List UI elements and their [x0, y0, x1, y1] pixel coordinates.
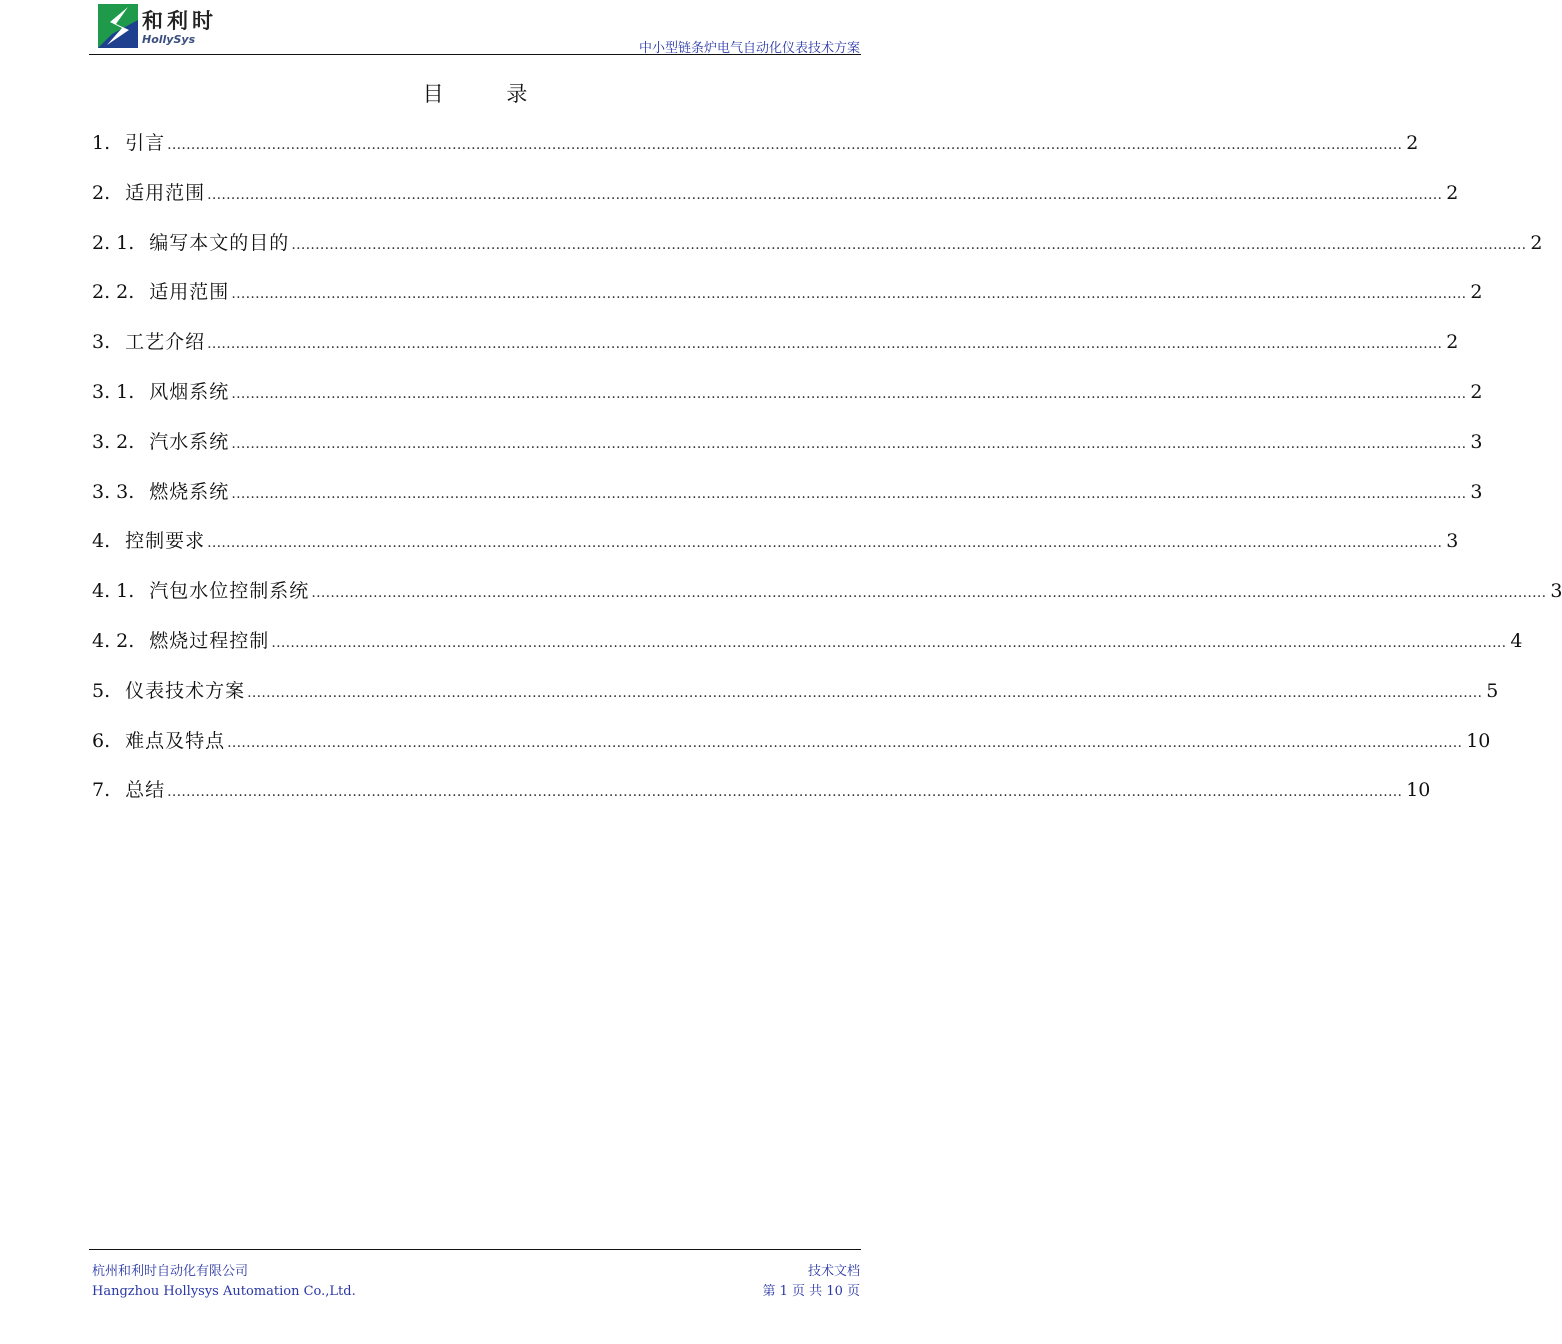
toc-entry[interactable]	[92, 128, 1419, 178]
toc-entry[interactable]	[92, 775, 1431, 825]
toc-entry[interactable]	[92, 377, 1483, 427]
toc-entry-page: 2	[1470, 380, 1483, 403]
toc-entry-title: 风烟系统	[149, 380, 230, 403]
footer-doc-info	[763, 1262, 860, 1302]
toc-entry-number: 6.	[92, 729, 111, 752]
toc-entry-title: 汽包水位控制系统	[149, 580, 310, 603]
document-title: 中小型链条炉电气自动化仪表技术方案	[638, 41, 860, 56]
toc-title: 目 录	[422, 82, 556, 106]
company-name-en: Hangzhou Hollysys Automation Co.,Ltd.	[92, 1284, 356, 1299]
footer-divider	[89, 1249, 861, 1250]
toc-entry[interactable]	[92, 726, 1491, 776]
toc-dot-leader: ....................................................................................................................................................................................................................................................................	[207, 336, 1443, 353]
toc-entry-page: 2	[1406, 132, 1419, 154]
document-type: 技术文档	[807, 1264, 860, 1279]
toc-entry-page: 2	[1446, 331, 1459, 354]
toc-entry-title: 总结	[125, 779, 166, 802]
toc-entry-number: 2. 1.	[92, 231, 135, 254]
toc-entry[interactable]	[92, 626, 1523, 676]
toc-entry-page: 10	[1406, 779, 1431, 802]
toc-entry-number: 7.	[92, 779, 111, 802]
toc-entry[interactable]	[92, 178, 1459, 228]
toc-dot-leader: ....................................................................................................................................................................................................................................................................	[231, 385, 1467, 402]
toc-entry-number: 4. 1.	[92, 580, 135, 603]
toc-dot-leader: ....................................................................................................................................................................................................................................................................	[207, 186, 1443, 203]
toc-dot-leader: ....................................................................................................................................................................................................................................................................	[231, 286, 1467, 303]
toc-entry[interactable]	[92, 228, 1543, 278]
toc-entry-number: 3. 3.	[92, 480, 135, 503]
hollysys-logo-icon	[98, 4, 138, 48]
footer-company	[92, 1262, 356, 1302]
toc-entry-number: 3.	[92, 331, 111, 354]
logo-english-name: HollySys	[142, 33, 196, 46]
toc-entry[interactable]	[92, 576, 1562, 626]
toc-entry[interactable]	[92, 526, 1459, 576]
toc-entry-title: 编写本文的目的	[149, 231, 290, 254]
toc-entry-page: 3	[1550, 580, 1562, 603]
toc-entry-page: 4	[1510, 629, 1523, 652]
toc-entry-number: 4. 2.	[92, 629, 135, 652]
toc-dot-leader: ....................................................................................................................................................................................................................................................................	[311, 585, 1547, 602]
toc-entry-page: 3	[1470, 480, 1483, 503]
toc-dot-leader: ....................................................................................................................................................................................................................................................................	[227, 734, 1463, 751]
toc-entry-title: 难点及特点	[125, 729, 226, 752]
toc-entry-page: 2	[1470, 281, 1483, 304]
toc-entry-title: 燃烧系统	[149, 480, 230, 503]
toc-entry[interactable]	[92, 676, 1499, 726]
toc-dot-leader: ....................................................................................................................................................................................................................................................................	[167, 784, 1403, 801]
toc-entry-number: 4.	[92, 530, 111, 553]
toc-dot-leader: ....................................................................................................................................................................................................................................................................	[207, 535, 1443, 552]
toc-entry-number: 1.	[92, 132, 111, 154]
toc-entry[interactable]	[92, 277, 1483, 327]
toc-entry-title: 工艺介绍	[125, 331, 206, 354]
toc-dot-leader: ....................................................................................................................................................................................................................................................................	[231, 485, 1467, 502]
toc-entry-title: 适用范围	[149, 281, 230, 304]
toc-dot-leader: ....................................................................................................................................................................................................................................................................	[291, 236, 1527, 253]
toc-entry-number: 3. 2.	[92, 430, 135, 453]
toc-entry-number: 3. 1.	[92, 380, 135, 403]
toc-entry-title: 控制要求	[125, 530, 206, 553]
toc-entry-page: 2	[1446, 181, 1459, 204]
toc-entry-title: 适用范围	[125, 181, 206, 204]
table-of-contents	[92, 128, 1562, 825]
toc-dot-leader: ....................................................................................................................................................................................................................................................................	[167, 137, 1403, 153]
toc-entry-title: 燃烧过程控制	[149, 629, 270, 652]
toc-entry[interactable]	[92, 327, 1459, 377]
toc-dot-leader: ....................................................................................................................................................................................................................................................................	[271, 634, 1507, 651]
page-number: 第 1 页 共 10 页	[762, 1284, 860, 1299]
company-name-cn: 杭州和利时自动化有限公司	[92, 1264, 249, 1279]
toc-dot-leader: ....................................................................................................................................................................................................................................................................	[247, 684, 1483, 701]
toc-entry-page: 5	[1486, 679, 1499, 702]
toc-entry-number: 2.	[92, 181, 111, 204]
toc-entry-title: 汽水系统	[149, 430, 230, 453]
logo-chinese-name: 和利时	[142, 8, 217, 33]
toc-entry-page: 2	[1530, 231, 1543, 254]
toc-entry-page: 3	[1446, 530, 1459, 553]
toc-entry-page: 10	[1466, 729, 1491, 752]
company-logo	[98, 4, 228, 50]
toc-entry-page: 3	[1470, 430, 1483, 453]
toc-entry-title: 仪表技术方案	[125, 679, 246, 702]
toc-entry-title: 引言	[125, 132, 166, 154]
header-divider	[89, 54, 861, 55]
toc-entry[interactable]	[92, 427, 1483, 477]
toc-entry[interactable]	[92, 477, 1483, 527]
toc-entry-number: 2. 2.	[92, 281, 135, 304]
toc-dot-leader: ....................................................................................................................................................................................................................................................................	[231, 435, 1467, 452]
toc-entry-number: 5.	[92, 679, 111, 702]
